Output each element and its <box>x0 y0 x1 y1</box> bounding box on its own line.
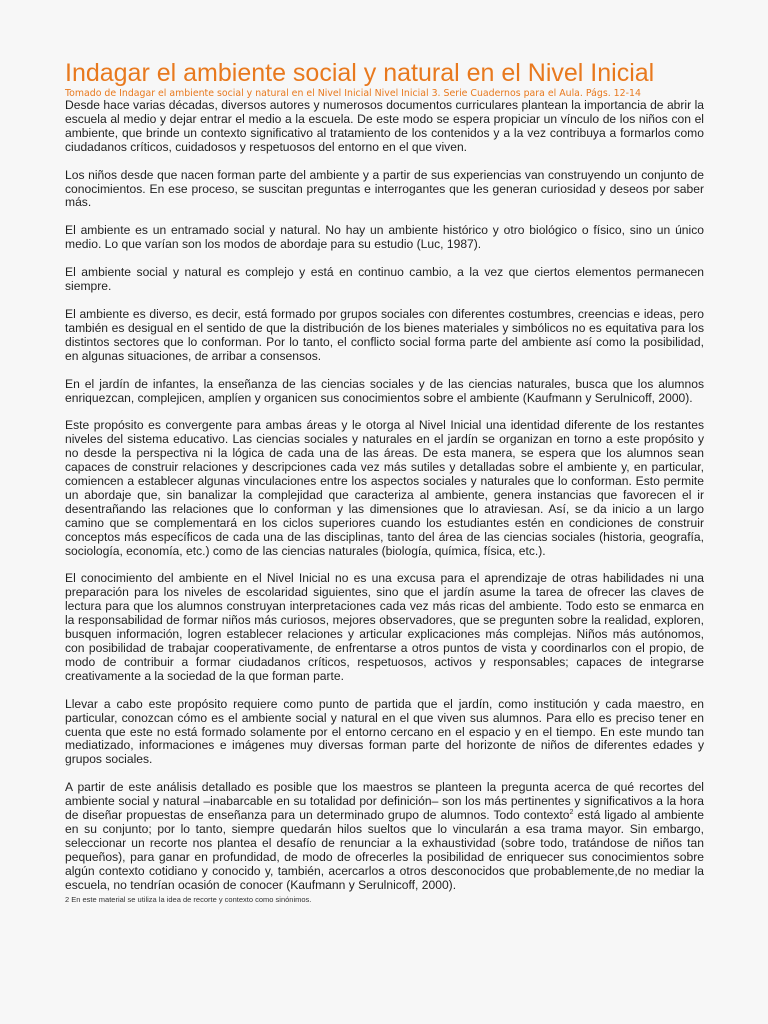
paragraph-10-text-b: está ligado al ambiente en su conjunto; por lo tanto, siempre quedarán hilos sueltos que lo vincularán a esa trama mayor. Sin embargo, seleccionar un recorte nos plantea el desafío de renunciar a la exhaustividad (sobre todo, tratándose de niños tan pequeños), para ganar en profundidad, de modo de ofrecerles la posibilidad de enriquecer sus conocimientos sobre algún contexto cotidiano y conocido y, también, acercarlos a otros desconocidos que probablemente,de no mediar la escuela, no tendrían ocasión de conocer (Kaufmann y Serulnicoff, 2000). <box>65 808 704 892</box>
paragraph-9: Llevar a cabo este propósito requiere como punto de partida que el jardín, como institución y cada maestro, en particular, conozcan cómo es el ambiente social y natural en el que viven sus alumnos. Para ello es preciso tener en cuenta que este no está formado solamente por el entorno cercano en el espacio y en el tiempo. En este mundo tan mediatizado, informaciones e imágenes muy diversas forman parte del horizonte de niños de diferentes edades y grupos sociales. <box>65 696 704 767</box>
paragraph-2: Los niños desde que nacen forman parte del ambiente y a partir de sus experiencias van construyendo un conjunto de conocimientos. En ese proceso, se suscitan preguntas e interrogantes que les generan curiosidad y deseos por saber más. <box>65 167 704 210</box>
paragraph-10-text-a: A partir de este análisis detallado es posible que los maestros se planteen la pregunta acerca de qué recortes del ambiente social y natural –inabarcable en su totalidad por definición– son los más pertinentes y significativos a la hora de diseñar propuestas de enseñanza para un determinado grupo de alumnos. Todo contexto <box>65 780 704 823</box>
paragraph-4: El ambiente social y natural es complejo y está en continuo cambio, a la vez que ciertos elementos permanecen siempre. <box>65 265 704 294</box>
paragraph-7: Este propósito es convergente para ambas áreas y le otorga al Nivel Inicial una identidad diferente de los restantes niveles del sistema educativo. Las ciencias sociales y naturales en el jardín se organizan en torno a este propósito y no desde la perspectiva ni la lógica de cada una de las áreas. De esta manera, se espera que los alumnos sean capaces de construir relaciones y descripciones cada vez más sutiles y detalladas sobre el ambiente y, en particular, comiencen a establecer algunas vinculaciones entre los aspectos sociales y naturales que lo conforman. Esto permite un abordaje que, sin banalizar la complejidad que caracteriza al ambiente, genera instancias que favorecen el ir desentrañando las relaciones que lo conforman y las dimensiones que lo atraviesan. Así, se da inicio a un largo camino que se complementará en los ciclos superiores cuando los estudiantes estén en condiciones de construir conceptos más específicos de cada una de las disciplinas, tanto del área de las ciencias sociales (historia, geografía, sociología, economía, etc.) como de las ciencias naturales (biología, química, física, etc.). <box>65 418 704 558</box>
document-title: Indagar el ambiente social y natural en el Nivel Inicial <box>65 59 655 87</box>
document-source-subtitle: Tomado de Indagar el ambiente social y natural en el Nivel Inicial Nivel Inicial 3. Serie Cuadernos para el Aula. Págs. 12-14 <box>65 88 641 99</box>
footnote: 2 En este material se utiliza la idea de recorte y contexto como sinónimos. <box>65 894 312 904</box>
footnote-marker: 2 <box>569 809 574 817</box>
paragraph-10 <box>65 781 704 892</box>
paragraph-8: El conocimiento del ambiente en el Nivel Inicial no es una excusa para el aprendizaje de otras habilidades ni una preparación para los niveles de escolaridad siguientes, sino que el jardín asume la tarea de ofrecer las claves de lectura para que los alumnos construyan interpretaciones cada vez más ricas del ambiente. Todo esto se enmarca en la responsabilidad de formar niños más curiosos, mejores observadores, que se pregunten sobre la realidad, exploren, busquen información, logren establecer relaciones y articular explicaciones más complejas. Niños más autónomos, con posibilidad de trabajar cooperativamente, de enfrentarse a otros puntos de vista y coordinarlos con el propio, de modo de contribuir a formar ciudadanos críticos, respetuosos, activos y responsables; capaces de integrarse creativamente a la sociedad de la que forman parte. <box>65 571 704 683</box>
paragraph-3: El ambiente es un entramado social y natural. No hay un ambiente histórico y otro biológico o físico, sino un único medio. Lo que varían son los modos de abordaje para su estudio (Luc, 1987). <box>65 223 704 252</box>
paragraph-5: El ambiente es diverso, es decir, está formado por grupos sociales con diferentes costumbres, creencias e ideas, pero también es desigual en el sentido de que la distribución de los bienes materiales y simbólicos no es equitativa para los distintos sectores que lo conforman. Por lo tanto, el conflicto social forma parte del ambiente así como la posibilidad, en algunas situaciones, de arribar a consensos. <box>65 306 704 363</box>
paragraph-6: En el jardín de infantes, la enseñanza de las ciencias sociales y de las ciencias naturales, busca que los alumnos enriquezcan, complejicen, amplíen y organicen sus conocimientos sobre el ambiente (Kaufmann y Serulnicoff, 2000). <box>65 376 704 405</box>
paragraph-1: Desde hace varias décadas, diversos autores y numerosos documentos curriculares plantean la importancia de abrir la escuela al medio y dejar entrar el medio a la escuela. De este modo se espera propiciar un vínculo de los niños con el ambiente, que brinde un contexto significativo al tratamiento de los contenidos y a la vez contribuya a formarlos como ciudadanos críticos, cuidadosos y respetuosos del entorno en el que viven. <box>65 98 704 154</box>
